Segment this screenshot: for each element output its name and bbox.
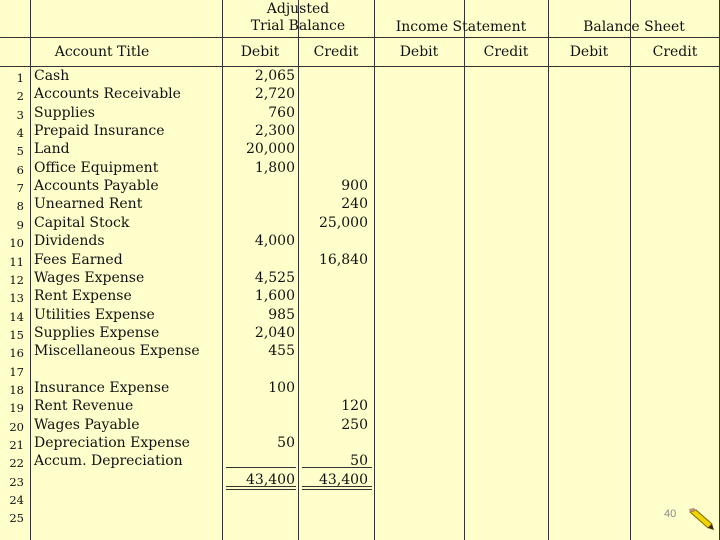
pencil-icon[interactable]	[688, 508, 716, 532]
row-number: 2	[16, 89, 24, 104]
credit-amount: 50	[350, 453, 368, 470]
adjusted-header-line1: Adjusted	[266, 1, 330, 17]
header-rule	[0, 66, 720, 67]
total-double-underline	[302, 489, 372, 490]
total-underline	[226, 467, 296, 468]
row-number: 12	[9, 272, 24, 287]
row-number: 6	[16, 162, 24, 177]
row-number: 21	[9, 438, 24, 452]
row-number: 22	[9, 456, 24, 471]
total-double-underline	[226, 486, 296, 487]
account-name: Fees Earned	[34, 251, 123, 268]
account-name: Wages Payable	[34, 416, 140, 433]
total-double-underline	[226, 489, 296, 490]
account-name: Unearned Rent	[34, 196, 143, 213]
debit-amount: 2,720	[254, 86, 295, 103]
row-number: 17	[9, 364, 24, 379]
credit-amount: 250	[341, 416, 368, 433]
credit-amount: 120	[341, 398, 368, 415]
adjusted-trial-balance-header	[222, 1, 374, 35]
grid-line	[548, 0, 549, 540]
debit-amount: 1,600	[254, 288, 295, 305]
income-statement-header: Income Statement	[395, 19, 527, 35]
debit-amount: 2,040	[254, 324, 295, 341]
is-credit-header: Credit	[483, 44, 529, 60]
account-name: Rent Revenue	[34, 398, 134, 415]
row-number: 5	[16, 144, 24, 159]
debit-amount: 2,300	[254, 123, 295, 140]
account-name: Insurance Expense	[34, 379, 170, 396]
debit-amount: 4,525	[254, 269, 295, 286]
row-number: 7	[16, 181, 24, 196]
grid-line	[222, 0, 223, 540]
row-number: 20	[9, 419, 24, 434]
debit-amount: 4,000	[254, 233, 295, 250]
debit-amount: 455	[268, 343, 295, 360]
atb-credit-header: Credit	[313, 44, 359, 60]
row-number: 16	[9, 346, 24, 361]
grid-line	[298, 0, 299, 540]
atb-debit-header: Debit	[240, 44, 280, 60]
bs-credit-header: Credit	[652, 44, 698, 60]
account-name: Accounts Payable	[34, 178, 159, 195]
account-name: Prepaid Insurance	[34, 123, 165, 140]
grid-line	[630, 0, 631, 540]
account-name: Utilities Expense	[34, 306, 155, 323]
credit-amount: 900	[341, 178, 368, 195]
row-number: 25	[9, 511, 24, 526]
row-number: 24	[9, 493, 24, 508]
account-name: Land	[34, 141, 70, 158]
row-number: 3	[16, 107, 24, 122]
account-name: Miscellaneous Expense	[34, 343, 200, 360]
debit-amount: 100	[268, 379, 295, 396]
account-name: Office Equipment	[34, 159, 159, 176]
grid-line	[30, 0, 31, 540]
bs-debit-header: Debit	[569, 44, 609, 60]
debit-amount: 985	[268, 306, 295, 323]
grid-line	[464, 0, 465, 540]
credit-amount: 43,400	[319, 471, 368, 488]
row-number: 8	[16, 199, 24, 214]
row-number: 10	[9, 236, 24, 251]
debit-amount: 760	[268, 104, 295, 121]
account-name: Accounts Receivable	[34, 86, 181, 103]
row-number: 18	[9, 382, 24, 397]
total-underline	[302, 467, 372, 468]
row-number: 4	[16, 126, 24, 141]
debit-amount: 20,000	[246, 141, 295, 158]
account-name: Supplies	[34, 104, 95, 121]
account-name: Depreciation Expense	[34, 435, 190, 451]
credit-amount: 25,000	[319, 214, 368, 231]
row-number: 11	[9, 254, 24, 269]
debit-amount: 2,065	[254, 68, 295, 84]
header-rule	[0, 37, 720, 38]
balance-sheet-header: Balance Sheet	[583, 19, 685, 35]
account-name: Accum. Depreciation	[34, 453, 183, 470]
debit-amount: 50	[277, 435, 295, 451]
row-number: 1	[16, 71, 24, 85]
grid-line	[374, 0, 375, 540]
account-name: Rent Expense	[34, 288, 132, 305]
is-debit-header: Debit	[399, 44, 439, 60]
row-number: 23	[9, 474, 24, 489]
account-name: Wages Expense	[34, 269, 145, 286]
account-name: Supplies Expense	[34, 324, 160, 341]
account-name: Capital Stock	[34, 214, 130, 231]
row-number: 19	[9, 401, 24, 416]
account-name: Cash	[34, 68, 70, 84]
row-number: 15	[9, 327, 24, 342]
debit-amount: 43,400	[246, 471, 295, 488]
credit-amount: 240	[341, 196, 368, 213]
account-title-header: Account Title	[54, 44, 150, 60]
credit-amount: 16,840	[319, 251, 368, 268]
page-number: 40	[664, 508, 677, 520]
account-name: Dividends	[34, 233, 105, 250]
debit-amount: 1,800	[254, 159, 295, 176]
adjusted-header-line2: Trial Balance	[250, 18, 346, 34]
total-double-underline	[302, 486, 372, 487]
row-number: 9	[16, 217, 24, 232]
row-number: 14	[9, 309, 24, 324]
row-number: 13	[9, 291, 24, 306]
